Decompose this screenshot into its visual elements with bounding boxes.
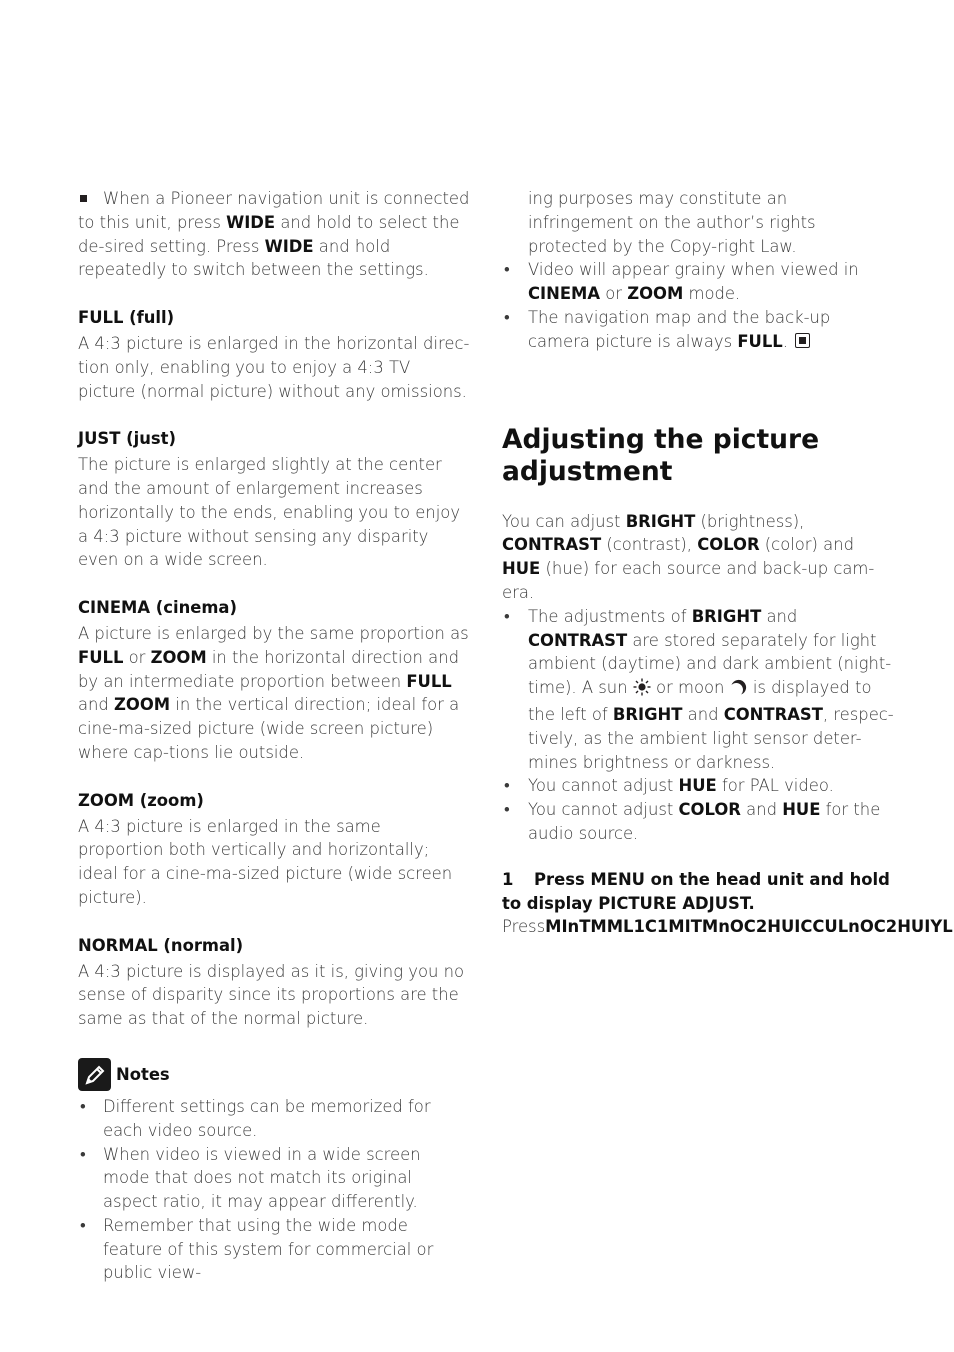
section-title: Adjusting the picture adjustment [502,423,820,487]
list-item: • Video will appear grainy when viewed in CINEMA or ZOOM mode. [502,258,897,306]
normal-heading: NORMAL (normal) [78,935,244,955]
list-item: • You cannot adjust COLOR and HUE for the audio source. [502,798,897,846]
cinema-description: A picture is enlarged by the same proportion as FULL or ZOOM in the horizontal direction and by an intermediate proportion between FULL and ZOOM in the vertical direction; ideal for a cine-ma-sized picture (wide screen picture) where cap-tions lie outside. [78,623,469,762]
step-1-heading: 1 Press MENU on the head unit and hold to display PICTURE ADJUST. [502,869,890,913]
list-item: • You cannot adjust HUE for PAL video. [502,774,897,798]
left-column [78,187,470,1285]
sun-icon [633,678,651,703]
moon-icon [730,678,748,703]
list-item: • Different settings can be memorized for each video source. [78,1095,470,1143]
cinema-heading: CINEMA (cinema) [78,598,237,618]
just-heading: JUST (just) [78,429,176,449]
list-item: • The adjustments of BRIGHT and CONTRAST are stored separately for light ambient (daytime) and dark ambient (night-time). A sun or moon is displayed to the left of BRIGHT and CONTRAST, respec-tively, as the ambient light sensor deter-mines brightness or darkness. [502,605,897,775]
notes-list [78,1095,470,1285]
pencil-icon [78,1058,111,1091]
list-item: • Remember that using the wide mode feature of this system for commercial or public view- [78,1214,470,1285]
zoom-description: A 4:3 picture is enlarged in the same proportion both vertically and horizontally; ideal for a cine-ma-sized picture (wide screen picture). [78,816,453,907]
just-description: The picture is enlarged slightly at the center and the amount of enlargement increases horizontally to the ends, enabling you to enjoy a 4:3 picture without sensing any disparity even on a wide screen. [78,455,461,570]
full-description: A 4:3 picture is enlarged in the horizontal direc-tion only, enabling you to enjoy a 4:3 TV picture (normal picture) without any omissions. [78,333,470,401]
step-1-body: PressMInTMML1C1MITMnOC2HUICCULnOC2HUIYL [502,917,953,937]
adjust-notes-list [502,605,897,846]
section-intro: You can adjust BRIGHT (brightness), CONTRAST (contrast), COLOR (color) and HUE (hue) for each source and back-up cam-era. [502,511,875,602]
square-bullet-icon [80,195,87,202]
right-column [502,187,953,939]
list-item: • The navigation map and the back-up camera picture is always FULL. [502,306,897,354]
step-number: 1 [502,869,514,889]
notes-header [78,1058,470,1092]
wide-intro-paragraph: When a Pioneer navigation unit is connected to this unit, press WIDE and hold to select the de-sired setting. Press WIDE and hold repeatedly to switch between the settings. [78,189,470,280]
notes-label: Notes [116,1065,170,1084]
zoom-heading: ZOOM (zoom) [78,790,204,810]
list-item: • When video is viewed in a wide screen mode that does not match its original aspect ratio, it may appear differently. [78,1143,470,1214]
end-mark-icon [795,333,810,348]
notes-continuation: ing purposes may constitute an infringement on the author’s rights protected by the Copy-right Law. [528,189,816,256]
full-heading: FULL (full) [78,308,175,328]
normal-description: A 4:3 picture is displayed as it is, giving you no sense of disparity since its proportions are the same as that of the normal picture. [78,961,464,1029]
notes-list-continued [502,258,897,353]
